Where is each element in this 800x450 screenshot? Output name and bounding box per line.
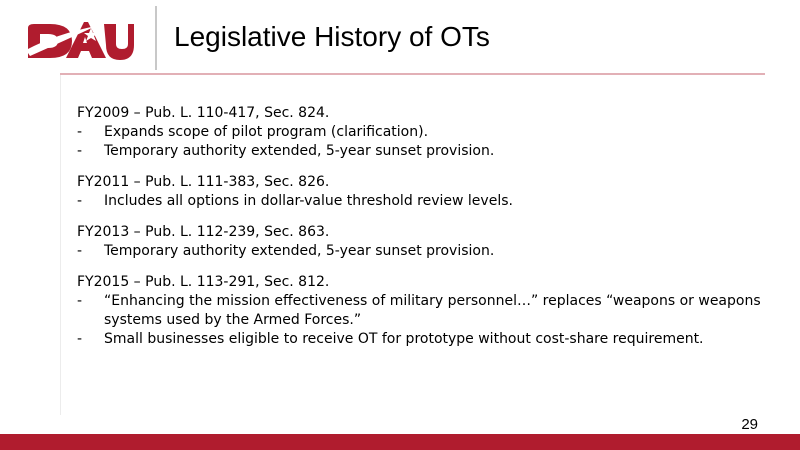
entry-fy2013 xyxy=(77,223,767,261)
bullet-item xyxy=(77,330,767,349)
bullet-item xyxy=(77,192,767,211)
bullet-text: Includes all options in dollar-value threshold review levels. xyxy=(104,193,513,209)
entry-fy2009 xyxy=(77,104,767,161)
footer-bar xyxy=(0,434,800,450)
page-number: 29 xyxy=(741,416,758,433)
bullet-item xyxy=(77,123,767,142)
page-title: Legislative History of OTs xyxy=(174,21,490,52)
bullet-item xyxy=(77,292,767,330)
dau-logo xyxy=(26,14,136,64)
left-rule xyxy=(60,75,61,415)
bullet-text: Expands scope of pilot program (clarification). xyxy=(104,124,429,140)
bullet-item xyxy=(77,242,767,261)
entry-heading: FY2011 – Pub. L. 111-383, Sec. 826. xyxy=(77,174,330,190)
bullet-text: Small businesses eligible to receive OT for prototype without cost-share requirement. xyxy=(104,331,704,347)
bullet-dash: - xyxy=(77,293,83,309)
bullet-dash: - xyxy=(77,331,83,347)
bullet-dash: - xyxy=(77,243,83,259)
bullet-item xyxy=(77,142,767,161)
title-divider xyxy=(155,6,157,70)
entry-fy2011 xyxy=(77,173,767,211)
content-list xyxy=(77,104,767,361)
header-rule xyxy=(60,73,765,75)
bullet-dash: - xyxy=(77,193,83,209)
entry-heading: FY2013 – Pub. L. 112-239, Sec. 863. xyxy=(77,224,330,240)
bullet-dash: - xyxy=(77,143,83,159)
bullet-text: Temporary authority extended, 5-year sunset provision. xyxy=(104,143,495,159)
logo-text: DAU xyxy=(26,14,29,15)
bullet-text: Temporary authority extended, 5-year sunset provision. xyxy=(104,243,495,259)
entry-heading: FY2009 – Pub. L. 110-417, Sec. 824. xyxy=(77,105,330,121)
entry-heading: FY2015 – Pub. L. 113-291, Sec. 812. xyxy=(77,274,330,290)
entry-fy2015 xyxy=(77,273,767,349)
bullet-dash: - xyxy=(77,124,83,140)
bullet-text: “Enhancing the mission effectiveness of military personnel…” replaces “weapons or weapons systems used by the Armed Forces.” xyxy=(104,293,761,328)
